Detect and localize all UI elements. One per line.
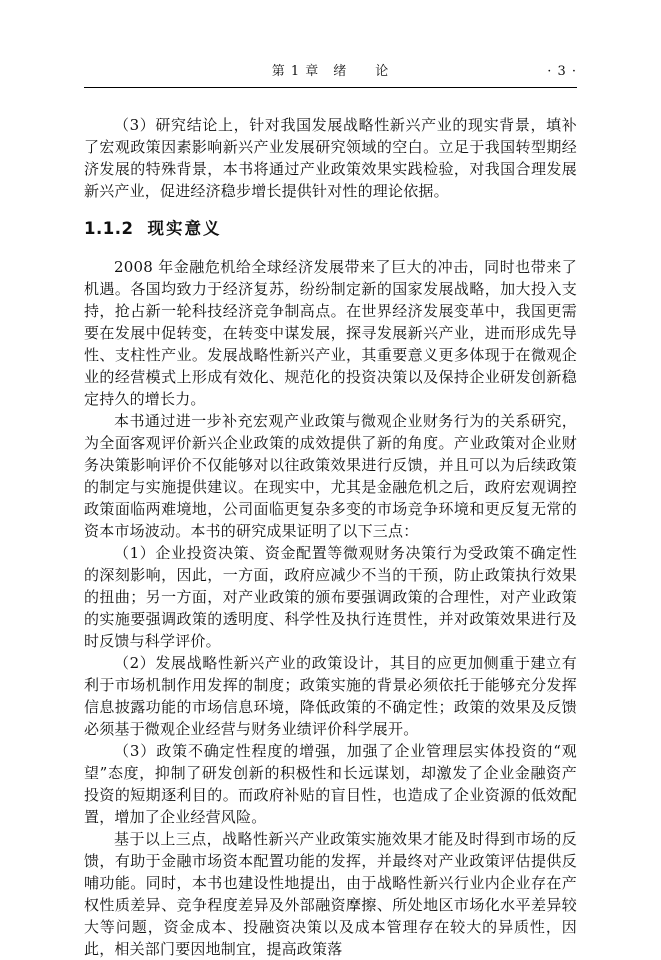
body-text — [84, 114, 577, 960]
paragraph-summary: 基于以上三点，战略性新兴产业政策实施效果才能及时得到市场的反馈，有助于金融市场资本配置功能的发挥，并最终对产业政策评估提供反哺功能。同时，本书也建设性地提出，由于战略性新兴行业内企业存在产权性质差异、竞争程度差异及外部融资摩擦、所处地区市场化水平差异较大等问题，资金成本、投融资决策以及成本管理存在较大的异质性，因此，相关部门要因地制宜，提高政策落 — [84, 830, 577, 958]
paragraph-point-2: （2）发展战略性新兴产业的政策设计，其目的应更加侧重于建立有利于市场机制作用发挥的制度；政策实施的背景必须依托于能够充分发挥信息披露功能的市场信息环境，降低政策的不确定性；政策的效果及反馈必须基于微观企业经营与财务业绩评价科学展开。 — [84, 654, 577, 738]
paragraph-financial-crisis: 2008 年金融危机给全球经济发展带来了巨大的冲击，同时也带来了机遇。各国均致力于经济复苏，纷纷制定新的国家发展战略，加大投入支持，抢占新一轮科技经济竞争制高点。在世界经济发展变革中，我国更需要在发展中促转变，在转变中谋发展，探寻发展新兴产业，进而形成先导性、支柱性产业。发展战略性新兴产业，其重要意义更多体现于在微观企业的经营模式上形成有效化、规范化的投资决策以及保持企业研发创新稳定持久的增长力。 — [84, 258, 577, 408]
page-header — [84, 64, 577, 88]
paragraph-research-conclusion: （3）研究结论上，针对我国发展战略性新兴产业的现实背景，填补了宏观政策因素影响新兴产业发展研究领域的空白。立足于我国转型期经济发展的特殊背景，本书将通过产业政策效果实践检验，对我国合理发展新兴产业，促进经济稳步增长提供针对性的理论依据。 — [84, 116, 577, 200]
paragraph-point-1: （1）企业投资决策、资金配置等微观财务决策行为受政策不确定性的深刻影响，因此，一方面，政府应减少不当的干预，防止政策执行效果的扭曲；另一方面，对产业政策的颁布要强调政策的合理性，对产业政策的实施要强调政策的透明度、科学性及执行连贯性，并对政策效果进行及时反馈与科学评价。 — [84, 544, 577, 650]
paragraph-point-3: （3）政策不确定性程度的增强，加强了企业管理层实体投资的“观望”态度，抑制了研发创新的积极性和长远谋划，却激发了企业金融资产投资的短期逐利目的。而政府补贴的盲目性，也造成了企业资源的低效配置，增加了企业经营风险。 — [84, 742, 577, 826]
page-number: · 3 · — [547, 64, 577, 79]
chapter-title: 第 1 章 绪 论 — [271, 64, 390, 79]
paragraph-policy-research: 本书通过进一步补充宏观产业政策与微观企业财务行为的关系研究，为全面客观评价新兴企业政策的成效提供了新的角度。产业政策对企业财务决策影响评价不仅能够对以往政策效果进行反馈，并且可以为后续政策的制定与实施提供建议。在现实中，尤其是金融危机之后，政府宏观调控政策面临两难境地，公司面临更复杂多变的市场竞争环境和更反复无常的资本市场波动。本书的研究成果证明了以下三点： — [84, 412, 577, 540]
section-number: 1.1.2 — [84, 219, 134, 238]
section-heading — [84, 218, 577, 240]
section-title: 现实意义 — [147, 219, 222, 238]
